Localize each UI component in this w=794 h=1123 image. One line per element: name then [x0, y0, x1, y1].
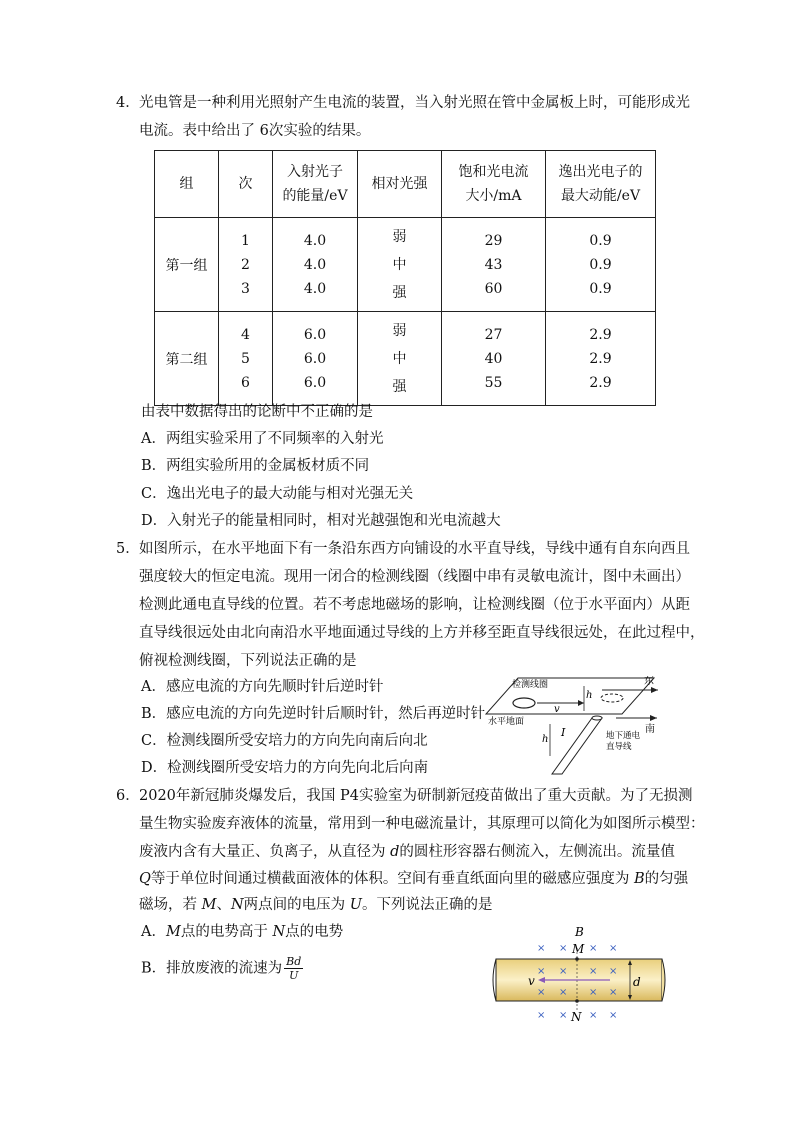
trial-cell — [219, 312, 273, 406]
q6-line5-c: 两点间的电压为 — [243, 897, 350, 913]
q5-number: 5． — [116, 541, 140, 557]
q4-option-b[interactable]: B．两组实验所用的金属板材质不同 — [141, 458, 370, 474]
trial: 2 — [241, 256, 250, 273]
field-cross: × — [609, 943, 618, 954]
east-label: 东 — [644, 676, 654, 687]
q6-var-d: d — [390, 844, 400, 860]
q6-var-q: Q — [139, 871, 151, 887]
q5-option-c[interactable]: C．检测线圈所受安培力的方向先向南后向北 — [141, 733, 428, 749]
pipe-right-end — [662, 959, 665, 1001]
header-photon-energy-l2: 的能量/eV — [282, 188, 348, 204]
q6-opt-a-label: A． — [141, 924, 166, 940]
q6-line2: 量生物实验废弃液体的流量，常用到一种电磁流量计，其原理可以简化为如图所示模型： — [139, 816, 705, 832]
q6-number: 6． — [116, 788, 140, 804]
south-label: 南 — [645, 724, 655, 735]
q4-stem-line1: 光电管是一种利用光照射产生电流的装置，当入射光照在管中金属板上时，可能形成光 — [139, 95, 690, 111]
header-saturation-l2: 大小/mA — [465, 188, 522, 204]
q6-line5-a: 磁场，若 — [139, 897, 202, 913]
header-photon-energy — [273, 151, 358, 218]
q6-line4-c: 的匀强 — [644, 871, 689, 887]
q6-line4-b: 等于单位时间通过横截面液体的体积。空间有垂直纸面向里的磁感应强度为 — [150, 871, 634, 887]
q6-line5-b: 、 — [216, 897, 231, 913]
wire-label-1: 地下通电 — [606, 731, 641, 741]
intensity-cell — [358, 218, 442, 312]
header-saturation-l1: 饱和光电流 — [458, 164, 529, 180]
max-ke: 2.9 — [589, 374, 612, 391]
q6-option-a[interactable] — [141, 920, 343, 944]
d-label: d — [633, 975, 641, 989]
intensity: 中 — [392, 256, 407, 273]
m-label: M — [572, 942, 585, 956]
v-label: v — [528, 974, 535, 988]
max-ke: 2.9 — [589, 350, 612, 367]
q5-option-d[interactable]: D．检测线圈所受安培力的方向先向北后向南 — [141, 760, 429, 776]
table-row — [155, 312, 656, 406]
energy: 6.0 — [303, 326, 327, 343]
q6-opt-b-label: B．排放废液的流速为 — [141, 960, 283, 977]
q6-line3-a: 废液内含有大量正、负离子，从直径为 — [139, 844, 391, 860]
header-saturation — [442, 151, 546, 218]
q5-line2: 强度较大的恒定电流。现用一闭合的检测线圈（线圈中串有灵敏电流计，图中未画出） — [139, 569, 690, 585]
field-cross: × — [589, 1010, 598, 1021]
q6-opt-a-m: M — [165, 924, 181, 940]
q4-option-c[interactable]: C．逸出光电子的最大动能与相对光强无关 — [141, 486, 414, 502]
intensity: 弱 — [392, 228, 407, 245]
east-arrow-icon — [651, 687, 658, 693]
wire-end — [592, 716, 602, 720]
q5-option-a[interactable]: A．感应电流的方向先顺时针后逆时针 — [141, 679, 384, 695]
wire-label-2: 直导线 — [606, 742, 632, 752]
field-cross: × — [559, 966, 568, 977]
table-row — [155, 218, 656, 312]
q6-line3-b: 的圆柱形容器右侧流入，左侧流出。流量值 — [399, 844, 675, 860]
q5-option-b[interactable]: B．感应电流的方向先逆时针后顺时针，然后再逆时针 — [141, 706, 486, 722]
field-cross: × — [589, 966, 598, 977]
q6-option-b[interactable] — [141, 955, 303, 982]
trial: 3 — [241, 280, 250, 297]
trial: 1 — [241, 232, 250, 249]
intensity: 强 — [392, 284, 407, 301]
coil-dashed — [601, 694, 623, 702]
header-intensity: 相对光强 — [358, 151, 442, 218]
q6-var-b: B — [634, 871, 645, 887]
energy: 6.0 — [303, 350, 327, 367]
q6-opt-a-n: N — [272, 924, 286, 940]
field-cross: × — [559, 987, 568, 998]
q5-line1: 如图所示，在水平地面下有一条沿东西方向铺设的水平直导线，导线中通有自东向西且 — [139, 541, 690, 557]
header-max-ke-l2: 最大动能/eV — [560, 188, 641, 204]
field-cross: × — [559, 1010, 568, 1021]
table-header-row — [155, 151, 656, 218]
max-ke: 0.9 — [589, 280, 612, 297]
intensity-cell — [358, 312, 442, 406]
q6-var-u: U — [349, 897, 362, 913]
current-cell — [442, 312, 546, 406]
wire-cylinder — [552, 718, 602, 774]
q6-var-m: M — [201, 897, 217, 913]
max-ke: 0.9 — [589, 256, 612, 273]
velocity-arrow-head-icon — [578, 700, 584, 706]
fraction-numerator: Bd — [286, 955, 302, 968]
q5-line4: 直导线很远处由北向南沿水平地面通过导线的上方并移至距直导线很远处，在此过程中， — [139, 625, 705, 641]
max-ke: 0.9 — [589, 232, 612, 249]
q4-stem-line2: 电流。表中给出了 6次实验的结果。 — [139, 123, 371, 139]
i-label: I — [561, 726, 566, 739]
field-cross: × — [609, 1010, 618, 1021]
field-cross: × — [537, 987, 546, 998]
current: 43 — [484, 256, 503, 273]
q5-line5: 俯视检测线圈，下列说法正确的是 — [139, 653, 357, 669]
q4-option-d[interactable]: D．入射光子的能量相同时，相对光越强饱和光电流越大 — [141, 513, 501, 529]
max-ke: 2.9 — [589, 326, 612, 343]
energy-cell — [273, 218, 358, 312]
current: 55 — [484, 374, 503, 391]
q4-option-a[interactable]: A．两组实验采用了不同频率的入射光 — [141, 431, 384, 447]
current: 29 — [484, 232, 503, 249]
q6-fraction — [284, 955, 303, 982]
field-cross: × — [609, 987, 618, 998]
current: 60 — [484, 280, 503, 297]
energy: 4.0 — [303, 280, 327, 297]
q6-line4 — [139, 867, 688, 891]
q4-number: 4． — [116, 95, 140, 111]
v-label: v — [554, 704, 560, 715]
coil-ellipse — [513, 698, 535, 708]
field-cross: × — [537, 966, 546, 977]
coil-label: 检测线圈 — [512, 680, 549, 690]
q5-line3: 检测此通电直导线的位置。若不考虑地磁场的影响，让检测线圈（位于水平面内）从距 — [139, 597, 690, 613]
q6-line5-d: 。下列说法正确的是 — [362, 897, 493, 913]
q6-opt-a-b: 点的电势高于 — [180, 924, 273, 940]
trial: 5 — [241, 350, 250, 367]
intensity: 中 — [392, 350, 407, 367]
max-ke-cell — [546, 312, 656, 406]
h-label-left: h — [542, 734, 549, 745]
trial: 4 — [241, 326, 250, 343]
field-cross: × — [537, 943, 546, 954]
header-max-ke — [546, 151, 656, 218]
q6-line1: 2020年新冠肺炎爆发后，我国 P4实验室为研制新冠疫苗做出了重大贡献。为了无损测 — [139, 788, 693, 804]
point-m — [575, 957, 579, 961]
q4-prompt: 由表中数据得出的论断中不正确的是 — [141, 404, 373, 420]
max-ke-cell — [546, 218, 656, 312]
q6-figure — [490, 920, 670, 1025]
header-trial: 次 — [219, 151, 273, 218]
current-cell — [442, 218, 546, 312]
group-name: 第二组 — [155, 312, 219, 406]
ground-label: 水平地面 — [488, 717, 525, 727]
n-label: N — [571, 1010, 582, 1024]
group-name: 第一组 — [155, 218, 219, 312]
field-cross: × — [589, 987, 598, 998]
energy-cell — [273, 312, 358, 406]
q5-figure — [482, 676, 662, 776]
field-cross: × — [609, 966, 618, 977]
trial-cell — [219, 218, 273, 312]
q6-var-n: N — [230, 897, 244, 913]
q6-line5 — [139, 893, 493, 917]
q4-data-table — [154, 150, 656, 406]
b-label: B — [575, 925, 584, 939]
header-max-ke-l1: 逸出光电子的 — [558, 164, 643, 180]
field-cross: × — [537, 1010, 546, 1021]
point-n — [575, 999, 579, 1003]
field-cross: × — [559, 943, 568, 954]
q6-opt-a-c: 点的电势 — [285, 924, 344, 940]
h-label-top: h — [586, 690, 593, 701]
fraction-denominator: U — [289, 969, 299, 982]
q6-line3 — [139, 840, 675, 864]
header-photon-energy-l1: 入射光子 — [287, 164, 343, 180]
trial: 6 — [241, 374, 250, 391]
energy: 4.0 — [303, 256, 327, 273]
current: 40 — [484, 350, 503, 367]
field-cross: × — [589, 943, 598, 954]
intensity: 弱 — [392, 322, 407, 339]
header-group: 组 — [155, 151, 219, 218]
energy: 6.0 — [303, 374, 327, 391]
intensity: 强 — [392, 378, 407, 395]
south-arrow-icon — [650, 715, 657, 721]
energy: 4.0 — [303, 232, 327, 249]
current: 27 — [484, 326, 503, 343]
